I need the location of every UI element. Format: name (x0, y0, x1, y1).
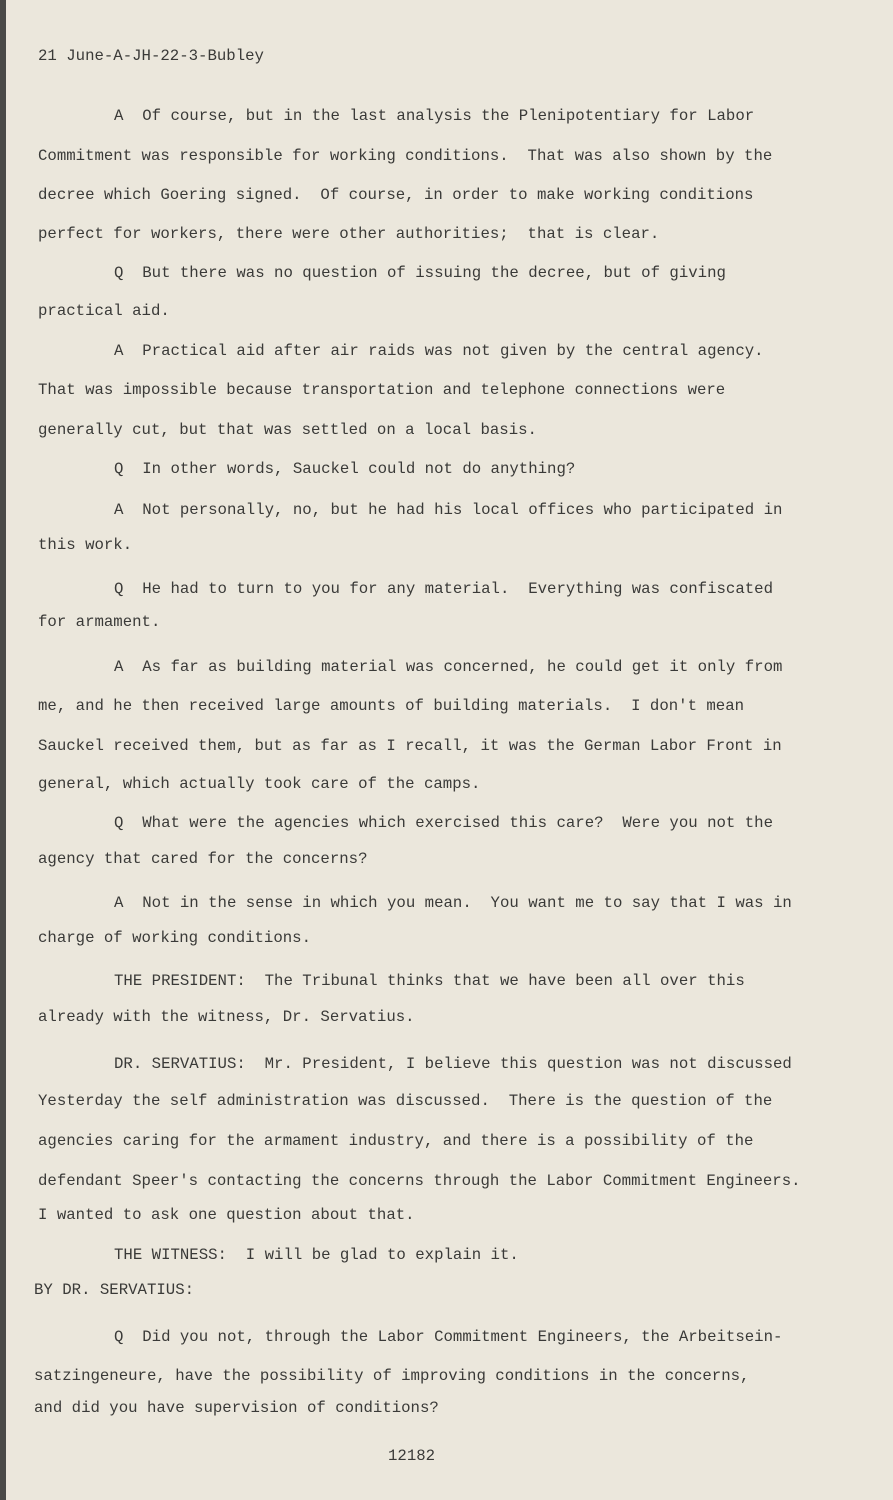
text-line: That was impossible because transportation and telephone connections were (38, 381, 726, 399)
answer-line: A Practical aid after air raids was not given by the central agency. (114, 342, 764, 360)
text-line: and did you have supervision of conditions? (34, 1399, 439, 1417)
text-line: Yesterday the self administration was discussed. There is the question of the (38, 1092, 773, 1110)
text-line: this work. (38, 536, 133, 554)
question-line: Q What were the agencies which exercised this care? Were you not the (114, 814, 773, 832)
text-line: generally cut, but that was settled on a local basis. (38, 421, 537, 439)
transcript-page (6, 0, 893, 1500)
text-line: Commitment was responsible for working conditions. That was also shown by the (38, 147, 773, 165)
answer-line: A As far as building material was concerned, he could get it only from (114, 658, 783, 676)
text-line: decree which Goering signed. Of course, in order to make working conditions (38, 186, 754, 204)
question-line: Q Did you not, through the Labor Commitment Engineers, the Arbeitsein- (114, 1328, 783, 1346)
text-line: perfect for workers, there were other authorities; that is clear. (38, 225, 660, 243)
president-line: THE PRESIDENT: The Tribunal thinks that we have been all over this (114, 972, 745, 990)
answer-line: A Of course, but in the last analysis the Plenipotentiary for Labor (114, 107, 755, 125)
text-line: defendant Speer's contacting the concerns through the Labor Commitment Engineers. (38, 1172, 801, 1190)
text-line: agency that cared for the concerns? (38, 850, 368, 868)
question-line: Q He had to turn to you for any material. Everything was confiscated (114, 580, 773, 598)
text-line: practical aid. (38, 302, 170, 320)
question-line: Q But there was no question of issuing the decree, but of giving (114, 264, 726, 282)
examiner-heading: BY DR. SERVATIUS: (34, 1281, 195, 1299)
page-number: 12182 (388, 1447, 436, 1465)
text-line: Sauckel received them, but as far as I recall, it was the German Labor Front in (38, 737, 782, 755)
text-line: I wanted to ask one question about that. (38, 1206, 415, 1224)
answer-line: A Not personally, no, but he had his local offices who participated in (114, 501, 783, 519)
witness-line: THE WITNESS: I will be glad to explain it. (114, 1246, 519, 1264)
text-line: general, which actually took care of the camps. (38, 775, 481, 793)
text-line: already with the witness, Dr. Servatius. (38, 1008, 415, 1026)
text-line: agencies caring for the armament industry, and there is a possibility of the (38, 1132, 754, 1150)
question-line: Q In other words, Sauckel could not do anything? (114, 460, 576, 478)
answer-line: A Not in the sense in which you mean. You want me to say that I was in (114, 894, 792, 912)
servatius-line: DR. SERVATIUS: Mr. President, I believe this question was not discussed (114, 1055, 792, 1073)
document-header: 21 June-A-JH-22-3-Bubley (38, 47, 264, 65)
text-line: satzingeneure, have the possibility of improving conditions in the concerns, (34, 1367, 750, 1385)
text-line: for armament. (38, 613, 161, 631)
text-line: charge of working conditions. (38, 929, 312, 947)
text-line: me, and he then received large amounts of building materials. I don't mean (38, 697, 745, 715)
